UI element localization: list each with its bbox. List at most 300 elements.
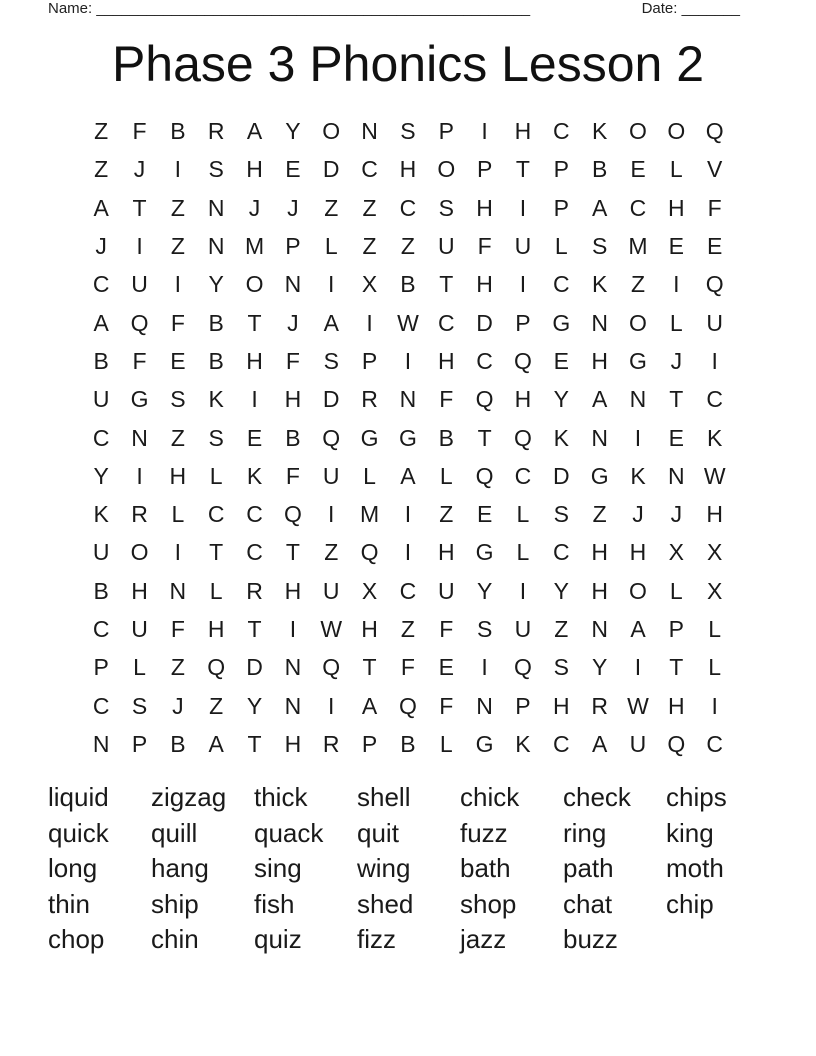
word-list-item: shop (460, 888, 517, 919)
grid-letter[interactable]: L (324, 233, 338, 260)
grid-letter[interactable]: B (400, 730, 416, 757)
grid-letter[interactable]: G (130, 386, 149, 413)
grid-letter[interactable]: Z (170, 424, 185, 451)
grid-letter[interactable]: N (284, 692, 302, 719)
grid-letter[interactable]: C (246, 501, 263, 528)
grid-letter[interactable]: Q (705, 118, 724, 145)
grid-letter[interactable]: A (246, 118, 263, 145)
grid-letter[interactable]: D (476, 309, 493, 336)
grid-letter[interactable]: J (95, 233, 107, 260)
grid-letter[interactable]: C (629, 194, 647, 221)
grid-letter[interactable]: X (361, 577, 378, 604)
grid-letter[interactable]: A (630, 616, 646, 642)
grid-letter[interactable]: O (629, 118, 647, 145)
grid-letter[interactable]: I (328, 501, 335, 528)
grid-letter[interactable]: F (439, 616, 454, 642)
grid-letter[interactable]: P (553, 156, 569, 183)
grid-row (82, 725, 734, 763)
grid-letter[interactable]: T (247, 616, 262, 642)
grid-letter[interactable]: Z (170, 654, 185, 681)
grid-letter[interactable]: I (481, 654, 488, 681)
grid-letter[interactable]: I (404, 501, 412, 528)
grid-letter[interactable]: I (404, 539, 412, 566)
grid-letter[interactable]: S (476, 616, 493, 642)
grid-letter[interactable]: E (170, 347, 186, 374)
grid-letter[interactable]: L (516, 501, 530, 528)
grid-letter[interactable]: S (553, 654, 569, 681)
grid-letter[interactable]: J (632, 501, 644, 528)
grid-letter[interactable]: L (171, 501, 185, 528)
grid-letter[interactable]: Z (324, 194, 339, 221)
grid-letter[interactable]: M (628, 233, 648, 260)
grid-letter[interactable]: G (475, 539, 494, 566)
grid-letter[interactable]: I (174, 539, 182, 566)
grid-letter[interactable]: I (328, 271, 335, 298)
grid-letter[interactable]: Z (400, 233, 415, 260)
word-list-item: path (563, 853, 614, 883)
grid-letter[interactable]: K (591, 118, 608, 145)
grid-letter[interactable]: G (398, 424, 417, 451)
grid-letter[interactable]: Z (324, 539, 339, 566)
grid-letter[interactable]: F (439, 386, 454, 413)
grid-letter[interactable]: U (322, 462, 340, 489)
grid-row (82, 112, 734, 150)
grid-letter[interactable]: Q (475, 386, 494, 413)
grid-letter[interactable]: Z (94, 156, 109, 183)
grid-letter[interactable]: Z (94, 118, 109, 145)
grid-letter[interactable]: X (668, 539, 684, 566)
grid-letter[interactable]: H (591, 577, 608, 604)
grid-letter[interactable]: C (399, 194, 417, 221)
grid-letter[interactable]: H (284, 386, 302, 413)
grid-letter[interactable]: Q (705, 271, 724, 298)
grid-letter[interactable]: R (322, 730, 340, 757)
grid-letter[interactable]: I (251, 386, 258, 413)
grid-letter[interactable]: I (481, 118, 488, 145)
grid-letter[interactable]: T (669, 386, 684, 413)
grid-letter[interactable]: F (707, 194, 722, 221)
grid-letter[interactable]: D (322, 156, 340, 183)
grid-letter[interactable]: B (591, 156, 608, 183)
grid-letter[interactable]: P (476, 156, 493, 183)
grid-letter[interactable]: X (707, 539, 723, 566)
grid-letter[interactable]: N (361, 118, 378, 145)
grid-letter[interactable]: E (285, 156, 301, 183)
grid-letter[interactable]: C (706, 386, 723, 413)
grid-letter[interactable]: Z (170, 233, 185, 260)
grid-letter[interactable]: C (92, 616, 110, 642)
grid-letter[interactable]: H (476, 271, 493, 298)
grid-letter[interactable]: U (92, 386, 110, 413)
grid-letter[interactable]: Y (591, 654, 608, 681)
grid-letter[interactable]: F (400, 654, 415, 681)
grid-letter[interactable]: Y (208, 271, 224, 298)
grid-letter[interactable]: C (92, 692, 110, 719)
grid-letter[interactable]: R (246, 577, 263, 604)
grid-letter[interactable]: Z (630, 271, 646, 298)
grid-letter[interactable]: S (438, 194, 454, 221)
grid-letter[interactable]: S (208, 156, 224, 183)
grid-letter[interactable]: Q (360, 539, 379, 566)
grid-letter[interactable]: U (706, 309, 723, 336)
grid-letter[interactable]: L (439, 730, 453, 757)
grid-letter[interactable]: I (634, 654, 642, 681)
grid-letter[interactable]: L (209, 577, 223, 604)
grid-letter[interactable]: U (131, 616, 148, 642)
grid-letter[interactable]: O (629, 309, 647, 336)
grid-letter[interactable]: H (706, 501, 723, 528)
grid-letter[interactable]: P (438, 118, 454, 145)
grid-letter[interactable]: O (245, 271, 264, 298)
grid-letter[interactable]: U (322, 577, 340, 604)
grid-letter[interactable]: Z (209, 692, 224, 719)
grid-letter[interactable]: R (207, 118, 225, 145)
grid-letter[interactable]: I (174, 156, 182, 183)
grid-letter[interactable]: I (136, 233, 143, 260)
grid-letter[interactable]: B (438, 424, 454, 451)
grid-letter[interactable]: T (439, 271, 454, 298)
grid-letter[interactable]: C (361, 156, 378, 183)
grid-letter[interactable]: L (363, 462, 376, 489)
grid-letter[interactable]: Z (362, 233, 377, 260)
grid-letter[interactable]: L (669, 309, 683, 336)
grid-letter[interactable]: C (552, 539, 570, 566)
grid-letter[interactable]: D (552, 462, 570, 489)
grid-letter[interactable]: H (552, 692, 570, 719)
grid-letter[interactable]: G (360, 424, 379, 451)
grid-letter[interactable]: N (207, 194, 225, 221)
grid-letter[interactable]: Z (554, 616, 569, 642)
grid-letter[interactable]: G (552, 309, 571, 336)
grid-letter[interactable]: A (208, 730, 224, 757)
grid-letter[interactable]: S (553, 501, 569, 528)
grid-letter[interactable]: V (707, 156, 723, 183)
grid-letter[interactable]: C (246, 539, 263, 566)
grid-letter[interactable]: T (362, 654, 377, 681)
grid-letter[interactable]: Y (285, 118, 301, 145)
grid-letter[interactable]: X (361, 271, 378, 298)
grid-letter[interactable]: F (285, 347, 300, 374)
grid-letter[interactable]: H (476, 194, 493, 221)
grid-letter[interactable]: P (515, 309, 531, 336)
grid-letter[interactable]: K (591, 271, 608, 298)
grid-letter[interactable]: Q (667, 730, 686, 757)
grid-letter[interactable]: J (248, 194, 261, 221)
grid-letter[interactable]: Q (322, 424, 341, 451)
grid-letter[interactable]: L (554, 233, 568, 260)
grid-letter[interactable]: C (92, 424, 110, 451)
grid-letter[interactable]: I (519, 577, 527, 604)
grid-letter[interactable]: O (629, 577, 647, 604)
grid-letter[interactable]: P (361, 730, 378, 757)
grid-letter[interactable]: Z (400, 616, 415, 642)
grid-letter[interactable]: I (136, 462, 143, 489)
grid-letter[interactable]: K (515, 730, 531, 757)
grid-letter[interactable]: L (439, 462, 453, 489)
grid-letter[interactable]: H (629, 539, 647, 566)
grid-letter[interactable]: Q (398, 692, 417, 719)
grid-letter[interactable]: S (131, 692, 148, 719)
grid-letter[interactable]: T (247, 730, 262, 757)
grid-letter[interactable]: P (131, 730, 148, 757)
grid-letter[interactable]: W (703, 462, 726, 489)
grid-letter[interactable]: C (552, 118, 570, 145)
name-field[interactable]: Name: ____________________________________________________ (48, 0, 531, 17)
grid-letter[interactable]: K (707, 424, 723, 451)
grid-letter[interactable]: E (707, 233, 723, 260)
grid-letter[interactable]: G (590, 462, 609, 489)
grid-letter[interactable]: P (93, 654, 109, 681)
grid-letter[interactable]: O (437, 156, 456, 183)
word-list-item: quill (151, 817, 198, 848)
grid-letter[interactable]: S (400, 118, 416, 145)
grid-letter[interactable]: F (439, 692, 454, 719)
grid-letter[interactable]: Q (514, 347, 532, 374)
grid-letter[interactable]: B (93, 347, 109, 374)
grid-letter[interactable]: I (174, 271, 182, 298)
grid-letter[interactable]: N (169, 577, 187, 604)
grid-letter[interactable]: Q (207, 654, 226, 681)
grid-letter[interactable]: H (437, 539, 455, 566)
grid-letter[interactable]: E (668, 424, 684, 451)
grid-letter[interactable]: Z (592, 501, 607, 528)
grid-letter[interactable]: G (629, 347, 647, 374)
grid-letter[interactable]: I (404, 347, 412, 374)
grid-letter[interactable]: P (553, 194, 569, 221)
grid-letter[interactable]: Y (93, 462, 109, 489)
grid-letter[interactable]: B (170, 730, 186, 757)
grid-letter[interactable]: H (131, 577, 148, 604)
grid-letter[interactable]: U (437, 233, 455, 260)
grid-letter[interactable]: H (514, 386, 532, 413)
grid-letter[interactable]: B (208, 347, 224, 374)
grid-letter[interactable]: N (591, 424, 608, 451)
grid-letter[interactable]: S (170, 386, 186, 413)
grid-letter[interactable]: C (207, 501, 225, 528)
grid-letter[interactable]: S (591, 233, 608, 260)
grid-letter[interactable]: T (515, 156, 530, 183)
grid-letter[interactable]: F (477, 233, 492, 260)
grid-letter[interactable]: C (399, 577, 417, 604)
grid-letter[interactable]: P (515, 692, 531, 719)
grid-letter[interactable]: I (289, 616, 297, 642)
grid-letter[interactable]: W (627, 692, 649, 719)
grid-letter[interactable]: E (668, 233, 684, 260)
grid-letter[interactable]: T (285, 539, 300, 566)
grid-row (82, 342, 734, 380)
grid-letter[interactable]: E (553, 347, 569, 374)
grid-letter[interactable]: E (630, 156, 646, 183)
word-list-item: chat (563, 888, 613, 919)
grid-letter[interactable]: Q (514, 654, 532, 681)
grid-letter[interactable]: K (208, 386, 224, 413)
grid-letter[interactable]: U (514, 233, 532, 260)
grid-letter[interactable]: R (591, 692, 608, 719)
grid-letter[interactable]: C (706, 730, 723, 757)
grid-letter[interactable]: A (93, 309, 109, 336)
grid-letter[interactable]: N (591, 309, 608, 336)
grid-letter[interactable]: W (320, 616, 343, 642)
grid-letter[interactable]: A (323, 309, 339, 336)
grid-letter[interactable]: M (244, 233, 265, 260)
grid-letter[interactable]: C (437, 309, 455, 336)
grid-letter[interactable]: H (668, 692, 685, 719)
grid-letter[interactable]: N (629, 386, 647, 413)
grid-letter[interactable]: J (287, 194, 299, 221)
grid-letter[interactable]: L (669, 577, 683, 604)
grid-letter[interactable]: B (285, 424, 301, 451)
grid-letter[interactable]: R (131, 501, 148, 528)
grid-letter[interactable]: J (172, 692, 184, 719)
grid-letter[interactable]: H (284, 577, 302, 604)
grid-letter[interactable]: C (476, 347, 493, 374)
grid-letter[interactable]: H (399, 156, 417, 183)
grid-letter[interactable]: F (285, 462, 300, 489)
grid-letter[interactable]: I (711, 347, 718, 374)
grid-letter[interactable]: F (170, 309, 185, 336)
grid-letter[interactable]: N (284, 654, 302, 681)
date-field[interactable]: Date: _______ (641, 0, 740, 17)
grid-letter[interactable]: L (708, 616, 722, 642)
grid-letter[interactable]: N (92, 730, 110, 757)
grid-letter[interactable]: I (366, 309, 373, 336)
grid-letter[interactable]: H (437, 347, 455, 374)
grid-letter[interactable]: H (668, 194, 685, 221)
grid-letter[interactable]: L (209, 462, 223, 489)
grid-letter[interactable]: I (711, 692, 718, 719)
grid-letter[interactable]: D (246, 654, 263, 681)
grid-letter[interactable]: J (670, 347, 683, 374)
grid-letter[interactable]: K (630, 462, 646, 489)
grid-letter[interactable]: Y (553, 577, 569, 604)
grid-letter[interactable]: B (93, 577, 109, 604)
grid-letter[interactable]: A (93, 194, 109, 221)
grid-letter[interactable]: L (133, 654, 146, 681)
grid-letter[interactable]: Z (439, 501, 454, 528)
grid-letter[interactable]: Y (246, 692, 263, 719)
grid-letter[interactable]: H (591, 539, 608, 566)
grid-letter[interactable]: O (667, 118, 686, 145)
grid-letter[interactable]: U (514, 616, 532, 642)
grid-letter[interactable]: S (323, 347, 339, 374)
grid-letter[interactable]: A (591, 194, 608, 221)
grid-letter[interactable]: Z (362, 194, 377, 221)
grid-letter[interactable]: T (132, 194, 147, 221)
grid-letter[interactable]: C (514, 462, 532, 489)
grid-letter[interactable]: Z (170, 194, 185, 221)
grid-letter[interactable]: A (591, 386, 608, 413)
grid-letter[interactable]: T (247, 309, 262, 336)
grid-letter[interactable]: Q (475, 462, 494, 489)
grid-letter[interactable]: F (170, 616, 185, 642)
grid-letter[interactable]: L (708, 654, 722, 681)
grid-letter[interactable]: I (519, 194, 527, 221)
grid-letter[interactable]: D (322, 386, 340, 413)
grid-letter[interactable]: I (519, 271, 527, 298)
grid-letter[interactable]: J (287, 309, 299, 336)
grid-letter[interactable]: B (208, 309, 224, 336)
grid-letter[interactable]: N (131, 424, 148, 451)
grid-letter[interactable]: N (668, 462, 685, 489)
grid-letter[interactable]: A (361, 692, 378, 719)
grid-letter[interactable]: H (591, 347, 608, 374)
grid-letter[interactable]: Y (553, 386, 569, 413)
grid-letter[interactable]: L (669, 156, 683, 183)
grid-letter[interactable]: N (284, 271, 302, 298)
grid-letter[interactable]: T (669, 654, 684, 681)
grid-letter[interactable]: E (246, 424, 263, 451)
grid-letter[interactable]: H (246, 156, 263, 183)
grid-letter[interactable]: J (133, 156, 146, 183)
grid-letter[interactable]: P (285, 233, 301, 260)
grid-letter[interactable]: F (132, 347, 147, 374)
grid-letter[interactable]: P (361, 347, 378, 374)
grid-letter[interactable]: Q (130, 309, 149, 336)
grid-row (82, 457, 734, 495)
grid-letter[interactable]: R (361, 386, 378, 413)
grid-letter[interactable]: K (553, 424, 569, 451)
grid-letter[interactable]: S (208, 424, 224, 451)
grid-letter[interactable]: F (132, 118, 147, 145)
grid-letter[interactable]: T (209, 539, 224, 566)
grid-letter[interactable]: U (437, 577, 455, 604)
grid-letter[interactable]: Q (514, 424, 532, 451)
grid-letter[interactable]: U (92, 539, 110, 566)
grid-letter[interactable]: E (476, 501, 493, 528)
grid-letter[interactable]: N (591, 616, 608, 642)
grid-letter[interactable]: W (397, 309, 419, 336)
grid-letter[interactable]: H (246, 347, 263, 374)
grid-letter[interactable]: B (170, 118, 186, 145)
grid-letter[interactable]: I (634, 424, 642, 451)
grid-letter[interactable]: O (322, 118, 341, 145)
grid-letter[interactable]: B (400, 271, 416, 298)
grid-letter[interactable]: Y (476, 577, 493, 604)
grid-letter[interactable]: Q (322, 654, 341, 681)
grid-letter[interactable]: L (516, 539, 530, 566)
grid-letter[interactable]: I (673, 271, 680, 298)
grid-letter[interactable]: X (707, 577, 723, 604)
grid-letter[interactable]: O (130, 539, 149, 566)
grid-letter[interactable]: N (207, 233, 225, 260)
grid-letter[interactable]: H (169, 462, 187, 489)
grid-letter[interactable]: A (591, 730, 608, 757)
grid-letter[interactable]: K (93, 501, 109, 528)
grid-letter[interactable]: C (552, 271, 570, 298)
grid-letter[interactable]: C (552, 730, 570, 757)
grid-letter[interactable]: N (399, 386, 417, 413)
grid-letter[interactable]: N (476, 692, 493, 719)
grid-letter[interactable]: J (670, 501, 683, 528)
grid-letter[interactable]: H (361, 616, 378, 642)
grid-letter[interactable]: M (359, 501, 380, 528)
grid-letter[interactable]: H (284, 730, 302, 757)
grid-letter[interactable]: A (400, 462, 416, 489)
grid-letter[interactable]: E (438, 654, 454, 681)
grid-letter[interactable]: Q (283, 501, 302, 528)
grid-letter[interactable]: K (246, 462, 263, 489)
grid-letter[interactable]: P (668, 616, 684, 642)
grid-letter[interactable]: H (207, 616, 225, 642)
grid-letter[interactable]: H (514, 118, 532, 145)
grid-letter[interactable]: G (475, 730, 494, 757)
grid-letter[interactable]: T (477, 424, 492, 451)
grid-letter[interactable]: U (131, 271, 148, 298)
word-list-item: fish (254, 888, 295, 919)
grid-letter[interactable]: U (629, 730, 647, 757)
grid-letter[interactable]: I (328, 692, 335, 719)
grid-letter[interactable]: C (92, 271, 110, 298)
